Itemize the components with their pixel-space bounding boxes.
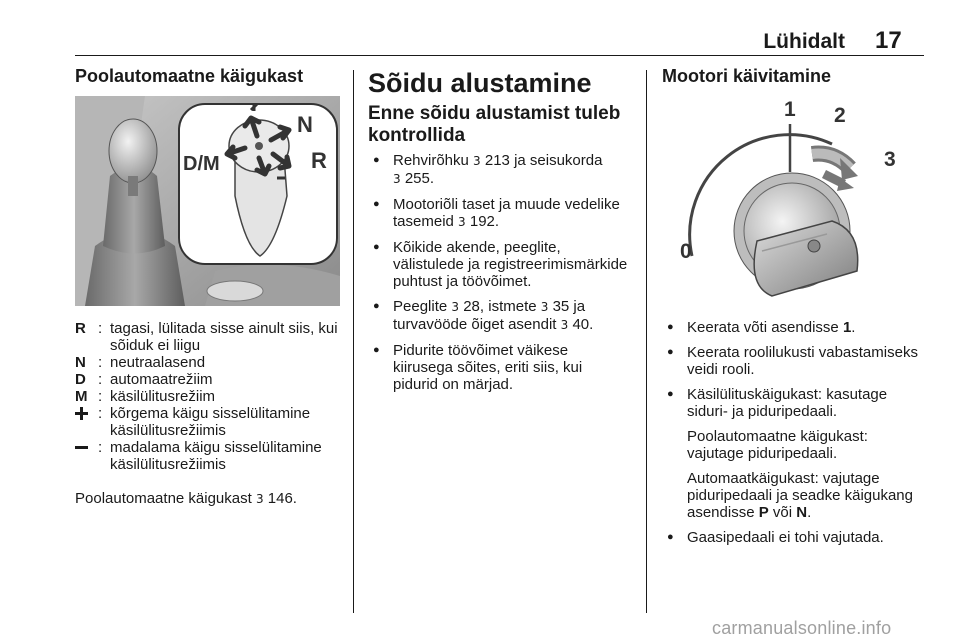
list-item: ● Rehvirõhku 3 213 ja seisukorda 3 255. <box>368 152 630 188</box>
legend-key: D <box>75 371 86 388</box>
header-rule <box>75 55 924 56</box>
list-item: ● Pidurite töövõimet väikese kiirusega sõites, eriti siis, kui pidurid on märjad. <box>368 342 630 393</box>
page-reference-icon: 3 <box>560 318 569 332</box>
gearbox-heading: Poolautomaatne käigukast <box>75 66 304 86</box>
legend-key-plus <box>75 405 98 422</box>
legend-text: käsilülitusrežiim <box>110 388 216 405</box>
key-position-3: 3 <box>884 148 896 171</box>
legend-row-d: D : automaatrežiim <box>75 371 343 388</box>
watermark: carmanualsonline.info <box>712 618 892 638</box>
list-item: ● Keerata roolilukusti vabastamiseks veidi rooli. <box>662 344 924 378</box>
key-position-2: 2 <box>834 104 846 127</box>
minus-icon <box>75 441 88 454</box>
list-item-paragraph: Automaatkäigukast: vajutage piduripedaali ja seadke käigukang asendisse P või N. <box>687 470 913 521</box>
page-reference-icon: 3 <box>458 215 466 229</box>
page-reference-icon: 3 <box>393 172 401 186</box>
legend-text: madalama käigu sisselülitamine käsilülitusrežiimis <box>110 439 322 473</box>
section-title: Sõidu alustamine <box>368 68 592 98</box>
figure-label-dm: D/M <box>183 153 220 175</box>
column-divider-right <box>646 70 647 613</box>
gear-legend <box>75 320 343 473</box>
section-subtitle: Enne sõidu alustamist tuleb kontrollida <box>368 103 621 146</box>
legend-text: tagasi, lülitada sisse ainult siis, kui sõiduk ei liigu <box>110 320 338 354</box>
plus-icon <box>75 407 88 420</box>
page-reference-icon: 3 <box>255 492 264 506</box>
legend-text: automaatrežiim <box>110 371 213 388</box>
legend-key: N <box>75 354 86 371</box>
list-item: ● Keerata võti asendisse 1. <box>662 319 924 336</box>
legend-key-minus <box>75 439 98 456</box>
engine-start-heading: Mootori käivitamine <box>662 66 832 86</box>
page-reference-icon: 3 <box>451 300 460 314</box>
key-position-0: 0 <box>680 240 692 263</box>
gear-selector-illustration <box>75 96 340 306</box>
engine-start-steps <box>662 319 924 546</box>
list-item: ● Kõikide akende, peeglite, välistulede ja registreerimismärkide puhtust ja töövõimet. <box>368 239 630 290</box>
key-position-1: 1 <box>784 98 796 121</box>
legend-row-plus: : kõrgema käigu sisselülitamine käsilülitusrežiimis <box>75 405 343 439</box>
legend-key: R <box>75 320 86 337</box>
list-item: ● Peeglite 3 28, istmete 3 35 ja turvavööde õiget asendit 3 40. <box>368 298 630 334</box>
column-divider-left <box>353 70 354 613</box>
running-header-title: Lühidalt <box>763 30 845 53</box>
list-item: ● Mootoriõli taset ja muude vedelike tasemeid 3 192. <box>368 196 630 231</box>
figure-label-r: R <box>311 148 327 173</box>
list-item-paragraph: Poolautomaatne käigukast: vajutage piduripedaali. <box>687 428 868 462</box>
page-reference-icon: 3 <box>540 300 549 314</box>
ignition-key-illustration <box>662 96 924 306</box>
legend-row-minus: : madalama käigu sisselülitamine käsilülitusrežiimis <box>75 439 343 473</box>
legend-row-r: R : tagasi, lülitada sisse ainult siis, kui sõiduk ei liigu <box>75 320 343 354</box>
legend-row-n: N : neutraalasend <box>75 354 343 371</box>
list-item: ● Käsilülituskäigukast: kasutage siduri- ja piduripedaali. Poolautomaatne käigukast: vajutage piduripedaali. Automaatkäigukast: vajutage piduripedaali ja seadke käigukang asendisse P või N. <box>662 386 924 521</box>
legend-key: M <box>75 388 88 405</box>
legend-text: neutraalasend <box>110 354 206 371</box>
legend-text: kõrgema käigu sisselülitamine käsilülitusrežiimis <box>110 405 311 439</box>
page-reference-icon: 3 <box>473 154 481 168</box>
figure-label-n: N <box>297 112 313 137</box>
list-item: ● Gaasipedaali ei tohi vajutada. <box>662 529 924 546</box>
page-number: 17 <box>875 27 902 54</box>
legend-row-m: M : käsilülitusrežiim <box>75 388 343 405</box>
check-list <box>368 152 630 393</box>
gearbox-reference: Poolautomaatne käigukast 3 146. <box>75 490 297 507</box>
